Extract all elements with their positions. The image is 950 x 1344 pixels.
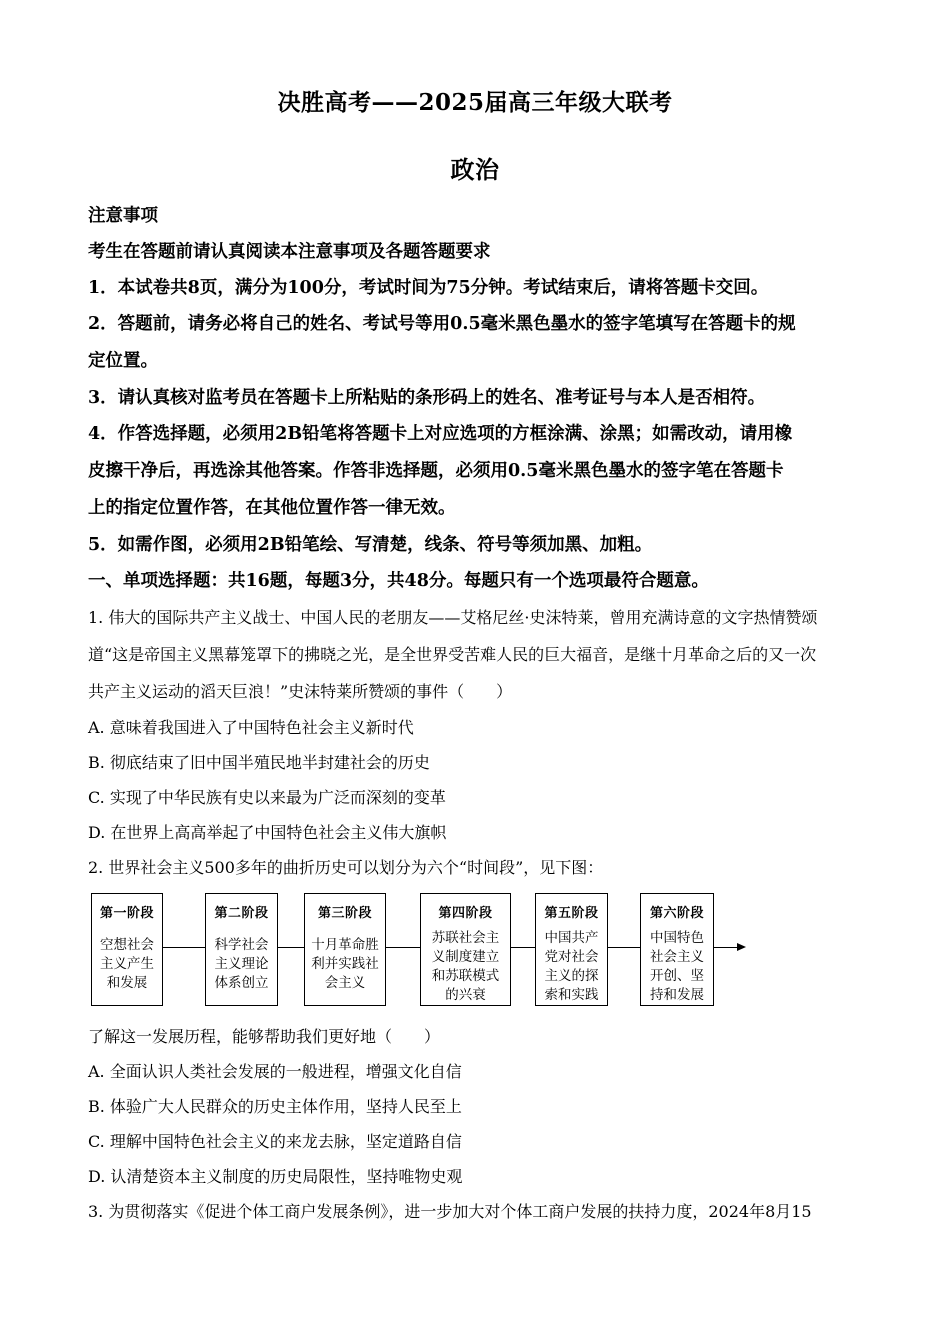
q1-stem-line: 1. 伟大的国际共产主义战士、中国人民的老朋友——艾格尼丝·史沫特莱，曾用充满诗意的文字热情赞颂 <box>88 608 818 627</box>
stage-box-3 <box>304 893 386 1006</box>
stage-text: 和发展 <box>106 975 148 991</box>
stage-box-6 <box>640 893 714 1006</box>
stage-text: 中国特色 <box>650 930 704 946</box>
stage-text: 的兴衰 <box>445 987 486 1003</box>
stage-box-2 <box>205 893 278 1006</box>
stage-connector <box>714 947 737 948</box>
stage-connector <box>278 947 304 948</box>
q3-stem: 3. 为贯彻落实《促进个体工商户发展条例》，进一步加大对个体工商户发展的扶持力度，2024年8月15 <box>88 1202 812 1221</box>
q2-stem: 2. 世界社会主义500多年的曲折历史可以划分为六个“时间段”，见下图： <box>88 858 604 877</box>
arrow-head-icon <box>737 943 746 951</box>
stage-text: 苏联社会主 <box>431 930 500 946</box>
stage-text: 持和发展 <box>650 987 704 1003</box>
q2-after-stem: 了解这一发展历程，能够帮助我们更好地（ ） <box>88 1027 441 1046</box>
stage-text: 体系创立 <box>214 975 269 991</box>
q1-option-b: B. 彻底结束了旧中国半殖民地半封建社会的历史 <box>88 753 430 772</box>
stage-head: 第五阶段 <box>544 906 599 921</box>
stage-text: 十月革命胜 <box>311 937 379 953</box>
stage-text: 中国共产 <box>544 930 599 946</box>
q2-option-c: C. 理解中国特色社会主义的来龙去脉，坚定道路自信 <box>88 1132 462 1151</box>
q1-stem-line: 共产主义运动的滔天巨浪！”史沫特莱所赞颂的事件（ ） <box>88 682 513 701</box>
stage-text: 开创、坚 <box>650 968 704 984</box>
stage-text: 主义的探 <box>544 968 599 984</box>
stage-head: 第二阶段 <box>214 906 269 921</box>
notice-line: 定位置。 <box>88 351 158 371</box>
q1-option-a: A. 意味着我国进入了中国特色社会主义新时代 <box>88 718 414 737</box>
stage-text: 会主义 <box>324 975 366 991</box>
notice-line: 皮擦干净后，再选涂其他答案。作答非选择题，必须用0.5毫米黑色墨水的签字笔在答题卡 <box>88 461 784 481</box>
stage-box-1 <box>91 893 163 1006</box>
q1-option-d: D. 在世界上高高举起了中国特色社会主义伟大旗帜 <box>88 823 447 842</box>
socialism-stages-diagram <box>91 889 751 1009</box>
q1-option-c: C. 实现了中华民族有史以来最为广泛而深刻的变革 <box>88 788 446 807</box>
stage-connector <box>386 947 420 948</box>
stage-head: 第一阶段 <box>99 906 154 921</box>
stage-text: 科学社会 <box>214 937 269 953</box>
notice-line: 4．作答选择题，必须用2B铅笔将答题卡上对应选项的方框涂满、涂黑；如需改动，请用橡 <box>88 424 793 444</box>
stage-text: 空想社会 <box>100 937 154 953</box>
stage-text: 利并实践社 <box>311 956 379 972</box>
q2-option-b: B. 体验广大人民群众的历史主体作用，坚持人民至上 <box>88 1097 462 1116</box>
stage-box-4 <box>420 893 511 1006</box>
notice-line: 3．请认真核对监考员在答题卡上所粘贴的条形码上的姓名、准考证号与本人是否相符。 <box>88 388 766 408</box>
stage-text: 主义产生 <box>100 956 154 972</box>
subject-title: 政治 <box>450 155 500 184</box>
stage-head: 第三阶段 <box>317 906 372 921</box>
q2-option-a: A. 全面认识人类社会发展的一般进程，增强文化自信 <box>88 1062 462 1081</box>
stage-connector <box>511 947 535 948</box>
stage-connector <box>608 947 640 948</box>
notice-line: 5．如需作图，必须用2B铅笔绘、写清楚，线条、符号等须加黑、加粗。 <box>88 535 653 555</box>
notice-line: 上的指定位置作答，在其他位置作答一律无效。 <box>88 498 456 518</box>
stage-box-5 <box>535 893 608 1006</box>
stage-text: 索和实践 <box>544 987 599 1003</box>
stage-text: 和苏联模式 <box>431 968 500 984</box>
q2-option-d: D. 认清楚资本主义制度的历史局限性，坚持唯物史观 <box>88 1167 463 1186</box>
stage-text: 社会主义 <box>650 949 704 965</box>
notice-line: 1．本试卷共8页，满分为100分，考试时间为75分钟。考试结束后，请将答题卡交回。 <box>88 278 769 298</box>
notice-intro: 考生在答题前请认真阅读本注意事项及各题答题要求 <box>88 242 491 262</box>
notice-line: 2．答题前，请务必将自己的姓名、考试号等用0.5毫米黑色墨水的签字笔填写在答题卡的规 <box>88 314 796 334</box>
stage-head: 第四阶段 <box>438 906 493 921</box>
section-heading: 一、单项选择题：共16题，每题3分，共48分。每题只有一个选项最符合题意。 <box>88 571 709 591</box>
stage-text: 党对社会 <box>544 949 599 965</box>
stage-head: 第六阶段 <box>649 906 704 921</box>
stage-text: 主义理论 <box>214 956 269 972</box>
q1-stem-line: 道“这是帝国主义黑幕笼罩下的拂晓之光，是全世界受苦难人民的巨大福音，是继十月革命之后的又一次 <box>88 645 817 664</box>
notice-heading: 注意事项 <box>88 206 158 226</box>
stage-text: 义制度建立 <box>431 949 500 965</box>
exam-title: 决胜高考——2025届高三年级大联考 <box>277 89 673 116</box>
stage-connector <box>163 947 205 948</box>
